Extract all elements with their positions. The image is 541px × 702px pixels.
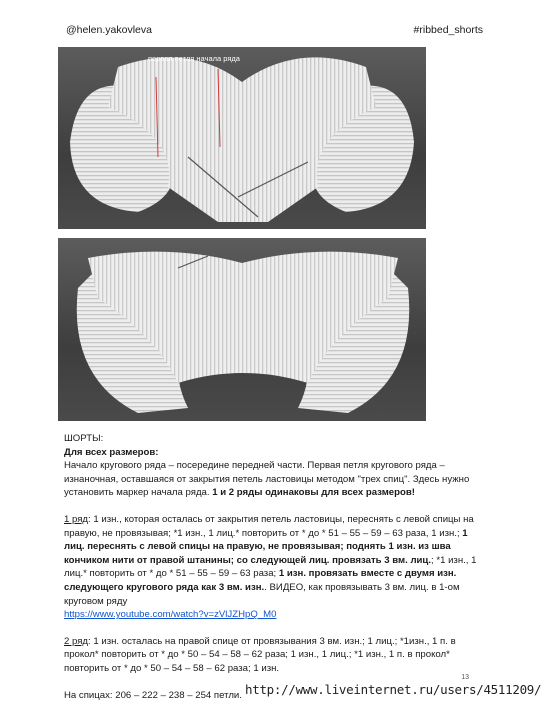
footer-url: http://www.liveinternet.ru/users/4511209/ [245, 682, 541, 697]
hashtag: #ribbed_shorts [414, 24, 483, 36]
page-number: 13 [461, 674, 469, 681]
video-link[interactable]: https://www.youtube.com/watch?v=zVlJZHpQ_M0 [64, 609, 276, 620]
row1-paragraph [64, 513, 487, 622]
knitting-photo-top [58, 47, 426, 229]
intro-note: 1 и 2 ряды одинаковы для всех размеров! [212, 487, 415, 498]
row1-label: 1 ряд [64, 514, 88, 525]
row1-text-2: 1 лиц. переснять с левой спицы на правую, не провязывая; поднять 1 изн. из шва кончиком нити от правой штанины; со следующей лиц. провязать 3 вм. лиц. [64, 528, 468, 566]
photo-caption: первая петля начала ряда [148, 54, 240, 63]
row2-label: 2 ряд [64, 636, 88, 647]
knitting-photo-bottom [58, 238, 426, 421]
intro-text: Начало кругового ряда – посередине передней части. Первая петля кругового ряда – изнаночная, оставшаяся от закрытия петель ластовицы методом "трех спиц". Здесь нужно установить маркер начала ряда. [64, 460, 469, 498]
row1-text-4: 1 изн. провязать вместе с двумя изн. следующего кругового ряда как 3 вм. изн. [64, 568, 456, 593]
needles-count: На спицах: 206 – 222 – 238 – 254 петли. [64, 689, 487, 702]
instructions [64, 432, 487, 702]
row2-paragraph [64, 635, 487, 676]
row1-text-5: . ВИДЕО, как провязывать 3 вм. лиц. в 1-ом круговом ряду [64, 582, 460, 607]
section-title: ШОРТЫ: [64, 432, 487, 446]
row1-text-3: ; *1 изн., 1 лиц.* повторить от * до * 51 – 55 – 59 – 63 раза; [64, 555, 476, 580]
intro-paragraph [64, 459, 487, 500]
row1-text-1: : 1 изн., которая осталась от закрытия петель ластовицы, переснять с левой спицы на правую, не провязывая; *1 изн., 1 лиц.* повторить от * до * 51 – 55 – 59 – 63 раза, 1 изн.; [64, 514, 474, 539]
row2-text: : 1 изн. осталась на правой спице от провязывания 3 вм. изн.; 1 лиц.; *1изн., 1 п. в прокол* повторить от * до * 50 – 54 – 58 – 62 раза; 1 изн., 1 лиц.; *1 изн., 1 п. в прокол* повторить от * до * 50 – 54 – 58 – 62 раза; 1 изн. [64, 636, 456, 674]
all-sizes-heading: Для всех размеров: [64, 446, 487, 460]
author-handle: @helen.yakovleva [66, 24, 152, 36]
